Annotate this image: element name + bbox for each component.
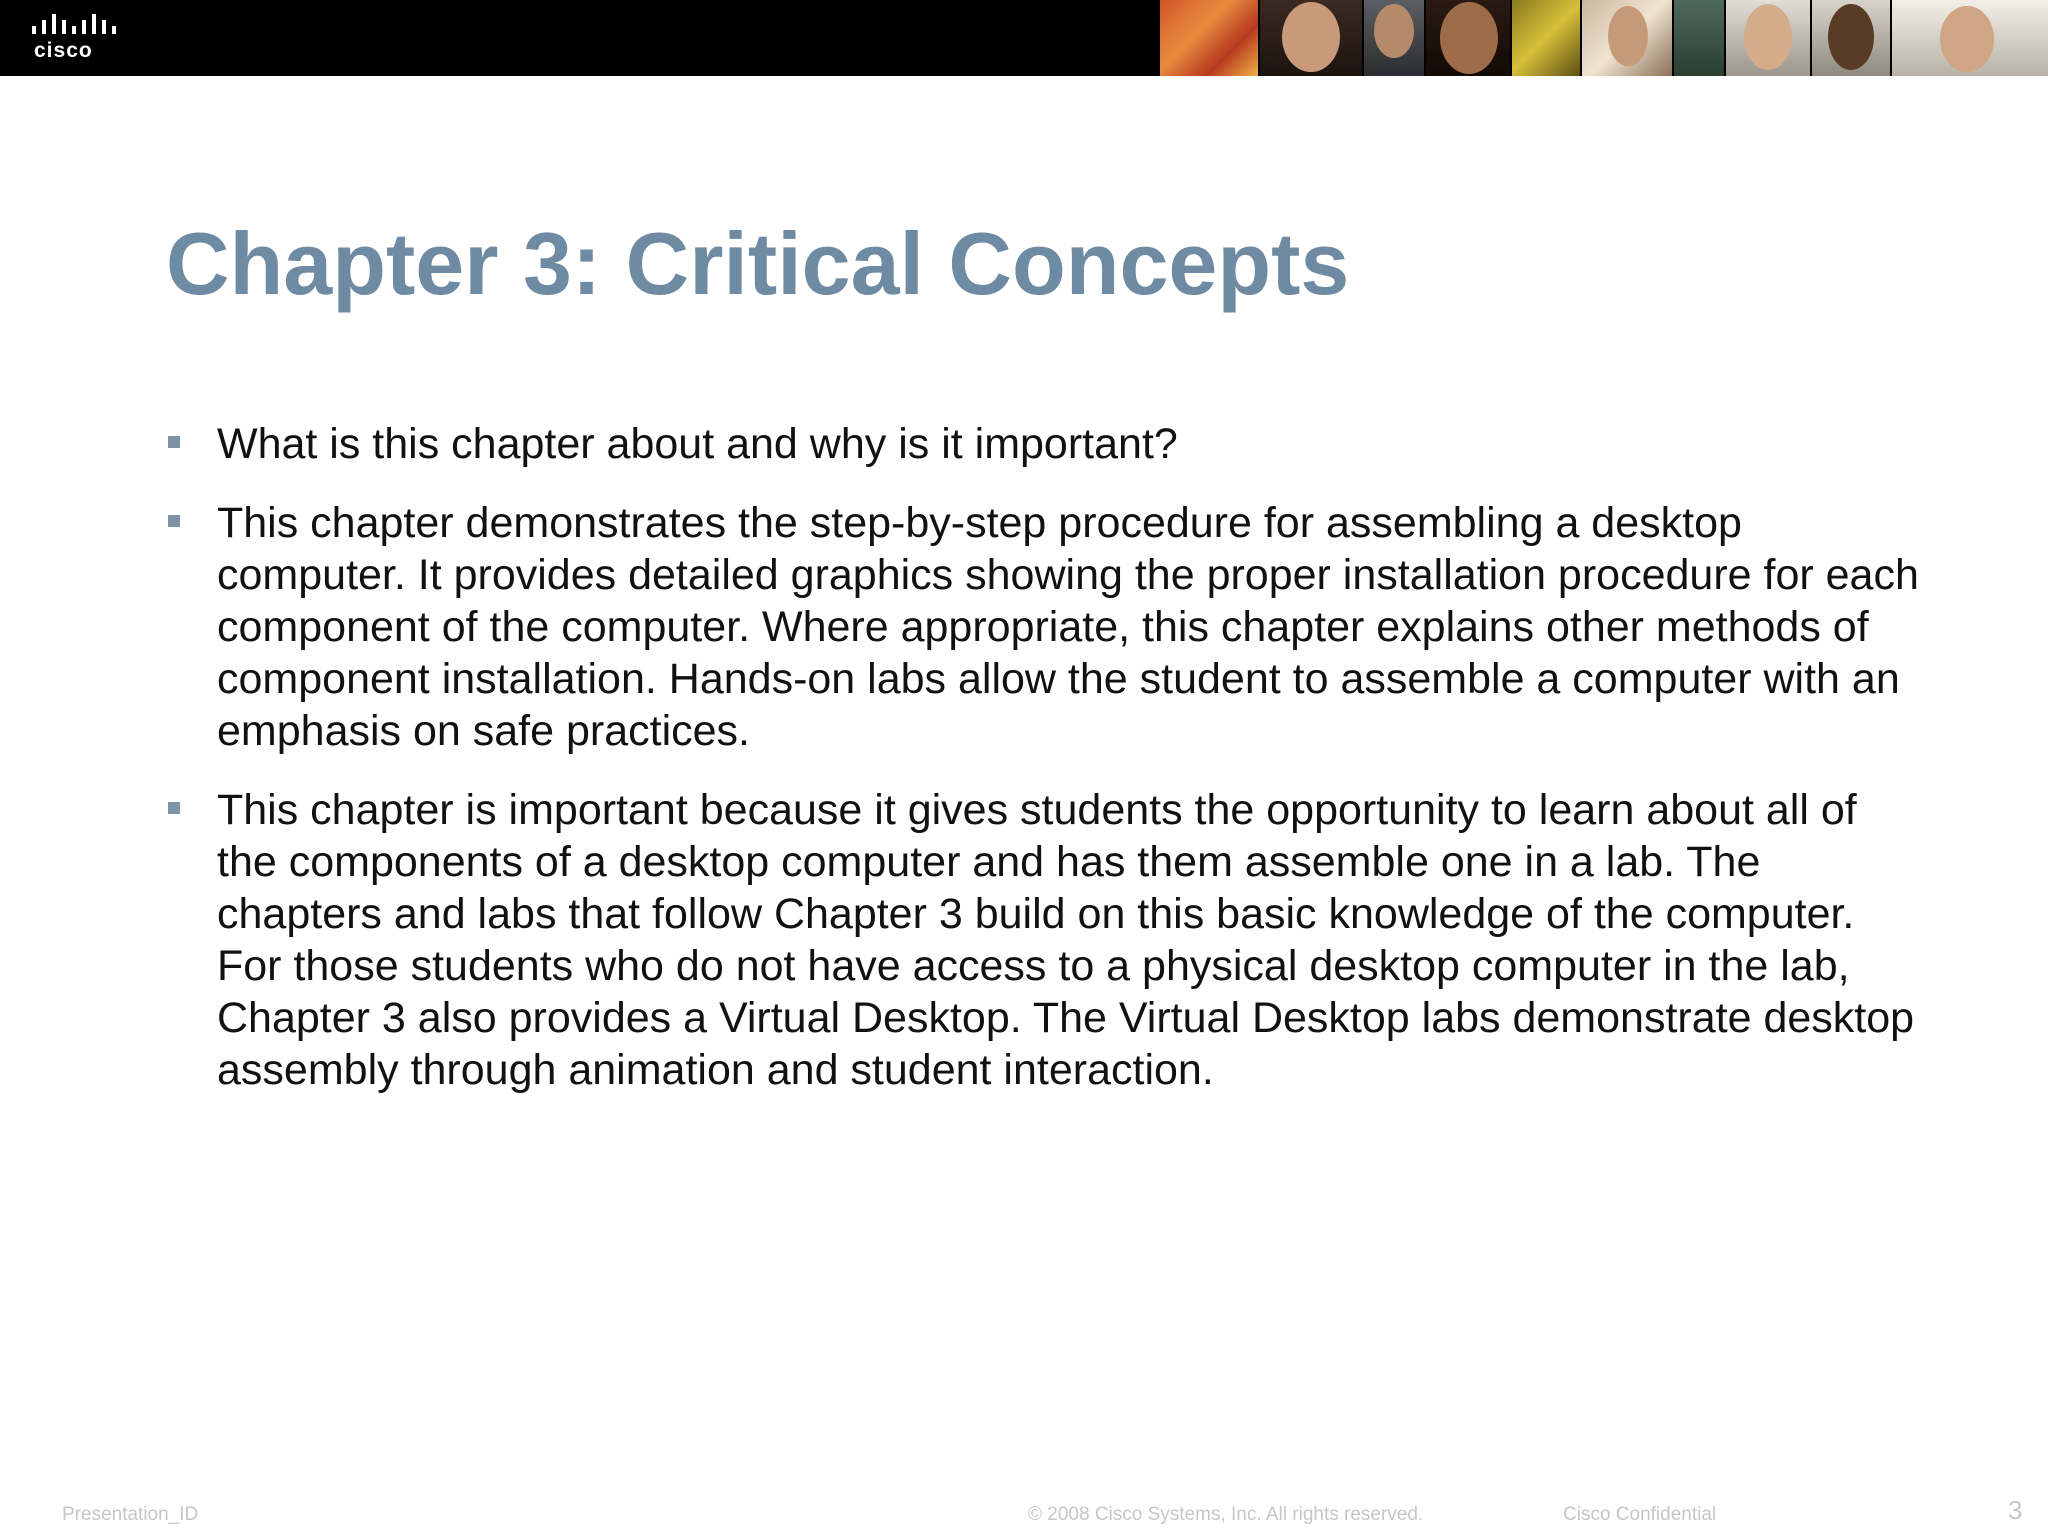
cisco-logo: [30, 14, 116, 64]
photo-collage-banner: [1160, 0, 2048, 76]
photo-tile-4: [1426, 0, 1512, 76]
bullet-text: What is this chapter about and why is it important?: [217, 420, 1178, 468]
bullet-item: [166, 497, 1926, 757]
photo-tile-10: [1892, 0, 2048, 76]
bullet-list: [166, 418, 1926, 1123]
square-bullet-icon: [168, 436, 180, 448]
photo-tile-1: [1160, 0, 1260, 76]
photo-tile-6: [1582, 0, 1674, 76]
slide-title: Chapter 3: Critical Concepts: [166, 214, 1350, 313]
bullet-item: [166, 418, 1926, 470]
page-number: 3: [2008, 1495, 2023, 1525]
footer-presentation-id: Presentation_ID: [62, 1504, 199, 1525]
cisco-wordmark: cisco: [34, 39, 93, 62]
footer-copyright: © 2008 Cisco Systems, Inc. All rights reserved.: [1028, 1504, 1424, 1525]
photo-tile-2: [1260, 0, 1364, 76]
photo-tile-7: [1674, 0, 1726, 76]
bullet-text: This chapter demonstrates the step-by-step procedure for assembling a desktop computer. It provides detailed graphics showing the proper installation procedure for each component of the computer. Where appropriate, this chapter explains other methods of component installation. Hands-on labs allow the student to assemble a computer with an emphasis on safe practices.: [217, 499, 1919, 755]
photo-tile-8: [1726, 0, 1812, 76]
footer-confidential: Cisco Confidential: [1563, 1504, 1717, 1525]
photo-tile-9: [1812, 0, 1892, 76]
cisco-bridge-logo-icon: [30, 14, 116, 36]
bullet-text: This chapter is important because it gives students the opportunity to learn about all of the components of a desktop computer and has them assemble one in a lab. The chapters and labs that follow Chapter 3 build on this basic knowledge of the computer. For those students who do not have access to a physical desktop computer in the lab, Chapter 3 also provides a Virtual Desktop. The Virtual Desktop labs demonstrate desktop assembly through animation and student interaction.: [217, 786, 1915, 1094]
photo-tile-5: [1512, 0, 1582, 76]
header-bar: [0, 0, 2048, 76]
photo-tile-3: [1364, 0, 1426, 76]
square-bullet-icon: [168, 515, 180, 527]
bullet-item: [166, 784, 1926, 1096]
square-bullet-icon: [168, 802, 180, 814]
